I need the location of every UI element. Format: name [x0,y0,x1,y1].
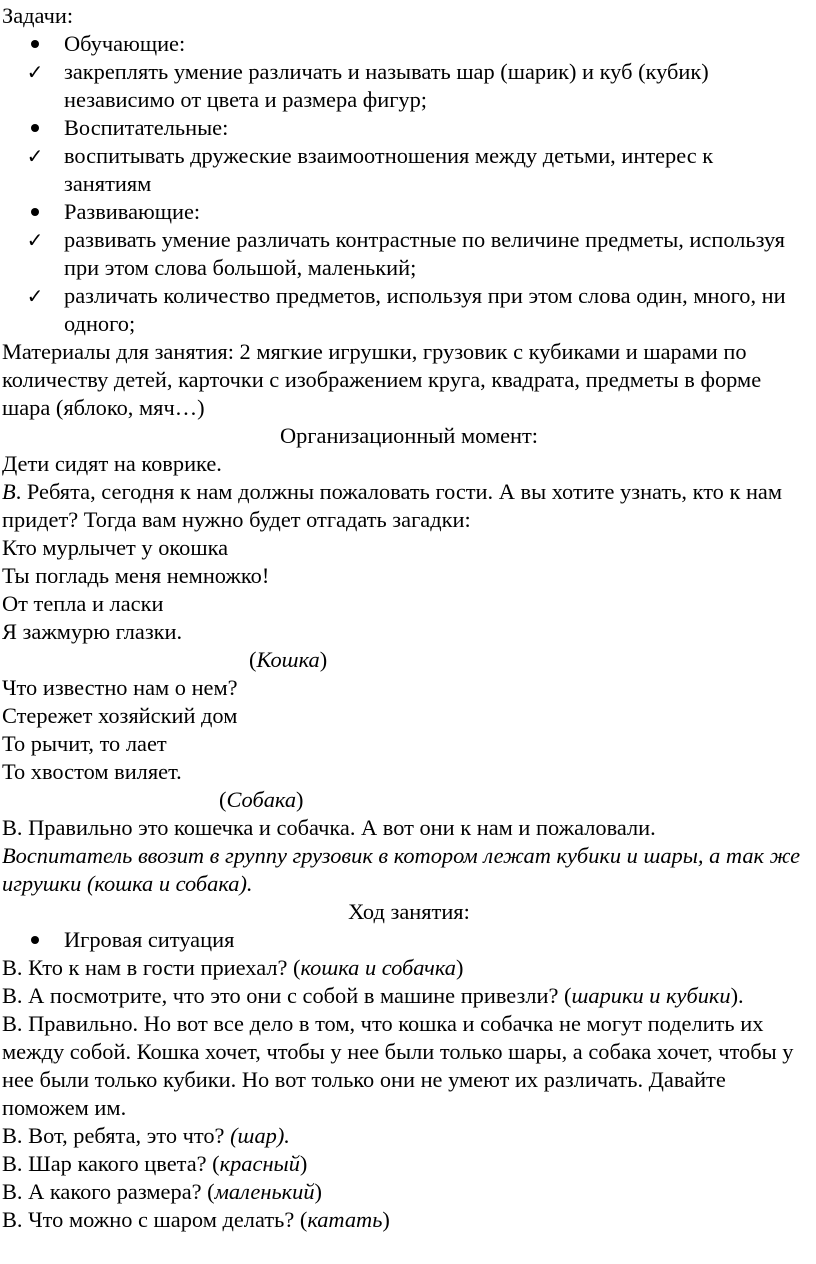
task-text: воспитывать дружеские взаимоотношения между детьми, интерес к занятиям [64,143,714,196]
list-item-text: Игровая ситуация [64,927,235,952]
list-item [2,226,816,282]
riddle-answer: (Кошка) [249,647,328,672]
course-heading: Ход занятия: [348,899,470,924]
dialogue-line: В. А какого размера? (маленький) [2,1179,322,1204]
teacher-intro-paragraph: В. Ребята, сегодня к нам должны пожаловать гости. А вы хотите узнать, кто к нам придет? Тогда вам нужно будет отгадать загадки: [2,479,783,532]
dialogue-line: В. Шар какого цвета? (красный) [2,1151,308,1176]
checkmark-icon: ✓ [26,284,44,308]
text-line: Дети сидят на коврике. [2,451,222,476]
bullet-icon [24,926,46,954]
tasks-heading: Задачи: [2,3,74,28]
bullet-icon [24,114,46,142]
org-moment-heading: Организационный момент: [279,423,539,448]
task-text: различать количество предметов, используя при этом слова один, много, ни одного; [64,283,786,336]
list-item [2,282,816,338]
task-category-label: Воспитательные: [64,115,229,140]
checkmark-icon: ✓ [26,60,44,84]
speaker-label: В [2,479,16,504]
list-item [2,58,816,114]
riddle-line: Стережет хозяйский дом [2,703,238,728]
stage-direction: Воспитатель ввозит в группу грузовик в котором лежат кубики и шары, а так же игрушки (кошка и собака). [2,843,801,896]
bullet-icon [24,30,46,58]
dialogue-line: В. Вот, ребята, это что? (шар). [2,1123,290,1148]
checkmark-icon: ✓ [26,144,44,168]
dialogue-line: В. Кто к нам в гости приехал? (кошка и собачка) [2,955,464,980]
task-category-label: Развивающие: [64,199,201,224]
riddle-line: Ты погладь меня немножко! [2,563,270,588]
task-text: развивать умение различать контрастные по величине предметы, используя при этом слова большой, маленький; [64,227,785,280]
document-page [0,2,816,1234]
riddle-answer: (Собака) [219,787,304,812]
riddle-line: То хвостом виляет. [2,759,182,784]
riddle-line: Кто мурлычет у окошка [2,535,229,560]
list-item [2,114,816,142]
list-item [2,142,816,198]
riddle-line: То рычит, то лает [2,731,167,756]
list-item [2,30,816,58]
dialogue-line: В. Что можно с шаром делать? (катать) [2,1207,390,1232]
dialogue-paragraph: В. Правильно. Но вот все дело в том, что кошка и собачка не могут поделить их между собой. Кошка хочет, чтобы у нее были только шары, а собака хочет, чтобы у нее были только кубики. Но вот только они не умеют их различать. Давайте поможем им. [2,1011,794,1120]
task-category-label: Обучающие: [64,31,186,56]
list-item [2,198,816,226]
riddle-line: Что известно нам о нем? [2,675,238,700]
dialogue-line: В. А посмотрите, что это они с собой в машине привезли? (шарики и кубики). [2,983,744,1008]
bullet-icon [24,198,46,226]
checkmark-icon: ✓ [26,228,44,252]
materials-paragraph: Материалы для занятия: 2 мягкие игрушки, грузовик с кубиками и шарами по количеству детей, карточки с изображением круга, квадрата, предметы в форме шара (яблоко, мяч…) [2,339,762,420]
list-item [2,926,816,954]
riddle-line: Я зажмурю глазки. [2,619,183,644]
task-text: закреплять умение различать и называть шар (шарик) и куб (кубик) независимо от цвета и размера фигур; [64,59,709,112]
text-line: В. Правильно это кошечка и собачка. А вот они к нам и пожаловали. [2,815,656,840]
riddle-line: От тепла и ласки [2,591,164,616]
